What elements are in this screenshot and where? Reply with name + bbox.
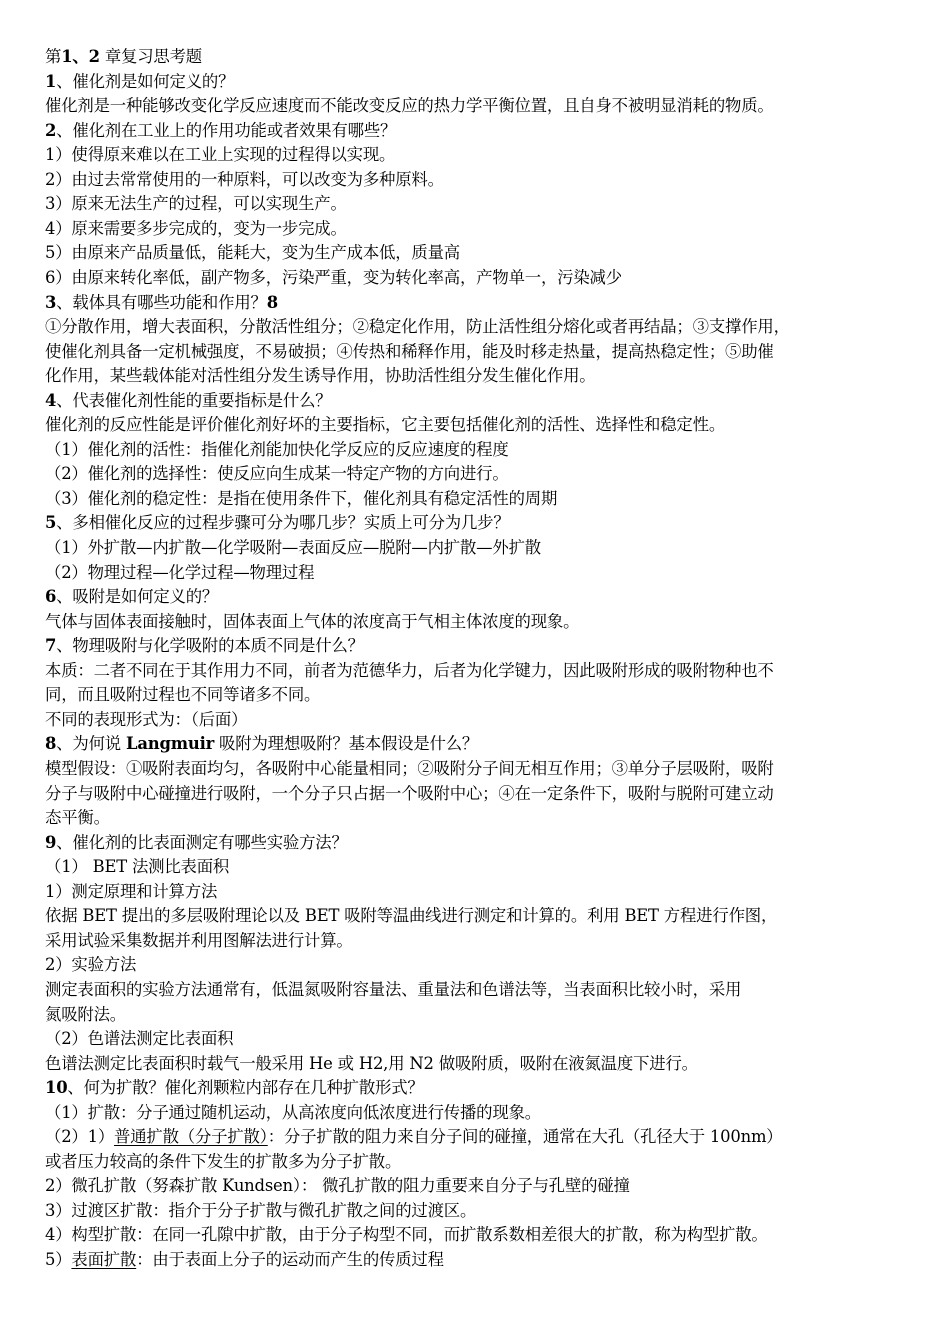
text-line <box>45 192 347 217</box>
bold-text: 2 <box>45 120 57 140</box>
line-text: 、物理吸附与化学吸附的本质不同是什么？ <box>56 636 364 656</box>
text-line <box>45 831 348 856</box>
line-text: 测定表面积的实验方法通常有，低温氮吸附容量法、重量法和色谱法等，当表面积比较小时，采用 <box>45 979 742 999</box>
line-text: （3）催化剂的稳定性：是指在使用条件下，催化剂具有稳定活性的周期 <box>45 488 558 508</box>
line-text: （1）催化剂的活性：指催化剂能加快化学反应的反应速度的程度 <box>45 439 509 459</box>
line-text: 5）由原来产品质量低，能耗大，变为生产成本低，质量高 <box>45 243 460 263</box>
line-text: 使催化剂具备一定机械强度，不易破损；④传热和稀释作用，能及时移走热量，提高热稳定性；⑤助催 <box>45 341 774 361</box>
line-text: ：由于表面上分子的运动而产生的传质过程 <box>136 1250 444 1269</box>
text-line <box>45 732 478 757</box>
line-text: ①分散作用，增大表面积，分散活性组分；②稳定化作用，防止活性组分熔化或者再结晶；③支撑作用， <box>45 317 790 337</box>
line-text: 、吸附是如何定义的？ <box>56 587 219 607</box>
line-text: 、何为扩散？催化剂颗粒内部存在几种扩散形式？ <box>67 1078 424 1098</box>
text-line <box>45 389 331 414</box>
bold-text: 8 <box>45 734 57 754</box>
line-text: 催化剂是一种能够改变化学反应速度而不能改变反应的热力学平衡位置，且自身不被明显消耗的物质。 <box>45 96 774 116</box>
text-line <box>45 536 541 561</box>
line-text: （1）扩散：分子通过随机运动，从高浓度向低浓度进行传播的现象。 <box>45 1102 541 1122</box>
line-text: 1）使得原来难以在工业上实现的过程得以实现。 <box>45 145 396 165</box>
line-text: （1）外扩散—内扩散—化学吸附—表面反应—脱附—内扩散—外扩散 <box>45 538 541 557</box>
line-text: 气体与固体表面接触时，固体表面上气体的浓度高于气相主体浓度的现象。 <box>45 611 580 631</box>
text-line <box>45 291 278 316</box>
line-text: （2）催化剂的选择性：使反应向生成某一特定产物的方向进行。 <box>45 464 509 484</box>
line-text: 章复习思考题 <box>99 47 202 66</box>
line-text: （2）1） <box>45 1127 115 1147</box>
line-text: 分子与吸附中心碰撞进行吸附，一个分子只占据一个吸附中心；④在一定条件下，吸附与脱附可建立动 <box>45 783 774 803</box>
bold-text: 7 <box>45 636 57 656</box>
text-line <box>45 1248 444 1273</box>
bold-text: 1、2 <box>61 47 100 66</box>
text-line <box>45 1199 476 1224</box>
line-text: 吸附为理想吸附？基本假设是什么？ <box>214 734 479 754</box>
bold-text: 3 <box>45 292 57 312</box>
bold-text: 8 <box>266 292 278 312</box>
text-line <box>45 1101 541 1126</box>
text-line <box>45 708 247 733</box>
text-line <box>45 364 595 389</box>
line-text: 5） <box>45 1250 72 1269</box>
bold-text: 1 <box>45 71 57 91</box>
text-line <box>45 511 510 536</box>
text-line <box>45 1076 424 1101</box>
text-line <box>45 880 217 905</box>
line-text: 依据 BET 提出的多层吸附理论以及 BET 吸附等温曲线进行测定和计算的。利用 BET 方程进行作图， <box>45 906 778 926</box>
underlined-term: 表面扩散 <box>71 1250 137 1269</box>
text-line <box>45 462 509 487</box>
line-text: 2）由过去常常使用的一种原料，可以改变为多种原料。 <box>45 169 444 189</box>
text-line <box>45 241 460 266</box>
text-line <box>45 266 622 291</box>
text-line <box>45 855 229 880</box>
text-line <box>45 1125 782 1150</box>
bold-text: 4 <box>45 390 57 410</box>
line-text: 、催化剂在工业上的作用功能或者效果有哪些？ <box>56 120 397 140</box>
line-text: 、催化剂的比表面测定有哪些实验方法？ <box>56 832 348 852</box>
line-text: 催化剂的反应性能是评价催化剂好坏的主要指标，它主要包括催化剂的活性、选择性和稳定性。 <box>45 415 726 435</box>
line-text: 、多相催化反应的过程步骤可分为哪几步？实质上可分为几步？ <box>56 513 510 533</box>
line-text: （1） BET 法测比表面积 <box>45 857 230 877</box>
text-line <box>45 953 136 978</box>
line-text: （2）色谱法测定比表面积 <box>45 1029 234 1048</box>
text-line <box>45 610 579 635</box>
text-line <box>45 806 110 831</box>
text-line <box>45 561 314 586</box>
line-text: 采用试验采集数据并利用图解法进行计算。 <box>45 930 353 950</box>
bold-text: 6 <box>45 587 57 607</box>
line-text: 模型假设：①吸附表面均匀，各吸附中心能量相同；②吸附分子间无相互作用；③单分子层吸附，吸附 <box>45 759 774 778</box>
line-text: ：分子扩散的阻力来自分子间的碰撞，通常在大孔（孔径大于 100nm） <box>267 1127 783 1147</box>
text-line <box>45 929 353 954</box>
underlined-term: 普通扩散（分子扩散） <box>114 1127 268 1147</box>
text-line <box>45 978 741 1003</box>
text-line <box>45 94 774 119</box>
text-line <box>45 45 202 70</box>
text-line <box>45 634 364 659</box>
line-text: 不同的表现形式为：（后面） <box>45 709 248 729</box>
text-line <box>45 782 774 807</box>
text-line <box>45 168 444 193</box>
text-line <box>45 904 777 929</box>
text-line <box>45 438 509 463</box>
line-text: 4）构型扩散：在同一孔隙中扩散，由于分子构型不同，而扩散系数相差很大的扩散，称为构型扩散。 <box>45 1225 768 1245</box>
line-text: 2）实验方法 <box>45 955 137 975</box>
text-line <box>45 585 218 610</box>
line-text: 色谱法测定比表面积时载气一般采用 He 或 H2,用 N2 做吸附质，吸附在液氮温度下进行。 <box>45 1053 698 1073</box>
text-line <box>45 659 774 684</box>
line-text: 氮吸附法。 <box>45 1004 126 1024</box>
line-text: 4）原来需要多步完成的，变为一步完成。 <box>45 218 347 238</box>
line-text: 同，而且吸附过程也不同等诸多不同。 <box>45 685 321 705</box>
text-line <box>45 487 557 512</box>
text-line <box>45 1174 630 1199</box>
line-text: 、催化剂是如何定义的？ <box>56 71 235 91</box>
line-text: 2）微孔扩散（努森扩散 Kundsen）： 微孔扩散的阻力重要来自分子与孔壁的碰撞 <box>45 1176 630 1196</box>
text-line <box>45 757 774 782</box>
text-line <box>45 119 396 144</box>
text-line <box>45 1223 768 1248</box>
text-line <box>45 340 774 365</box>
line-text: 3）原来无法生产的过程，可以实现生产。 <box>45 194 347 214</box>
line-text: 、为何说 <box>56 734 126 754</box>
text-line <box>45 70 234 95</box>
bold-text: Langmuir <box>126 734 215 754</box>
text-line <box>45 1150 401 1175</box>
text-line <box>45 217 347 242</box>
text-line <box>45 315 790 340</box>
text-line <box>45 143 395 168</box>
line-text: 化作用，某些载体能对活性组分发生诱导作用，协助活性组分发生催化作用。 <box>45 366 596 386</box>
line-text: 1）测定原理和计算方法 <box>45 881 218 901</box>
line-text: 或者压力较高的条件下发生的扩散多为分子扩散。 <box>45 1151 402 1171</box>
line-text: 第 <box>45 47 62 66</box>
line-text: 3）过渡区扩散：指介于分子扩散与微孔扩散之间的过渡区。 <box>45 1200 477 1220</box>
text-line <box>45 1003 126 1028</box>
line-text: 、代表催化剂性能的重要指标是什么？ <box>56 390 332 410</box>
bold-text: 9 <box>45 832 57 852</box>
text-line <box>45 1052 698 1077</box>
bold-text: 10 <box>45 1078 68 1098</box>
bold-text: 5 <box>45 513 57 533</box>
line-text: 、载体具有哪些功能和作用？ <box>56 292 267 312</box>
line-text: （2）物理过程—化学过程—物理过程 <box>45 562 315 582</box>
text-line <box>45 1027 233 1052</box>
text-line <box>45 413 725 438</box>
line-text: 本质：二者不同在于其作用力不同，前者为范德华力，后者为化学键力，因此吸附形成的吸附物种也不 <box>45 660 774 680</box>
text-line <box>45 683 320 708</box>
line-text: 6）由原来转化率低，副产物多，污染严重，变为转化率高，产物单一，污染减少 <box>45 268 622 287</box>
line-text: 态平衡。 <box>45 808 110 828</box>
